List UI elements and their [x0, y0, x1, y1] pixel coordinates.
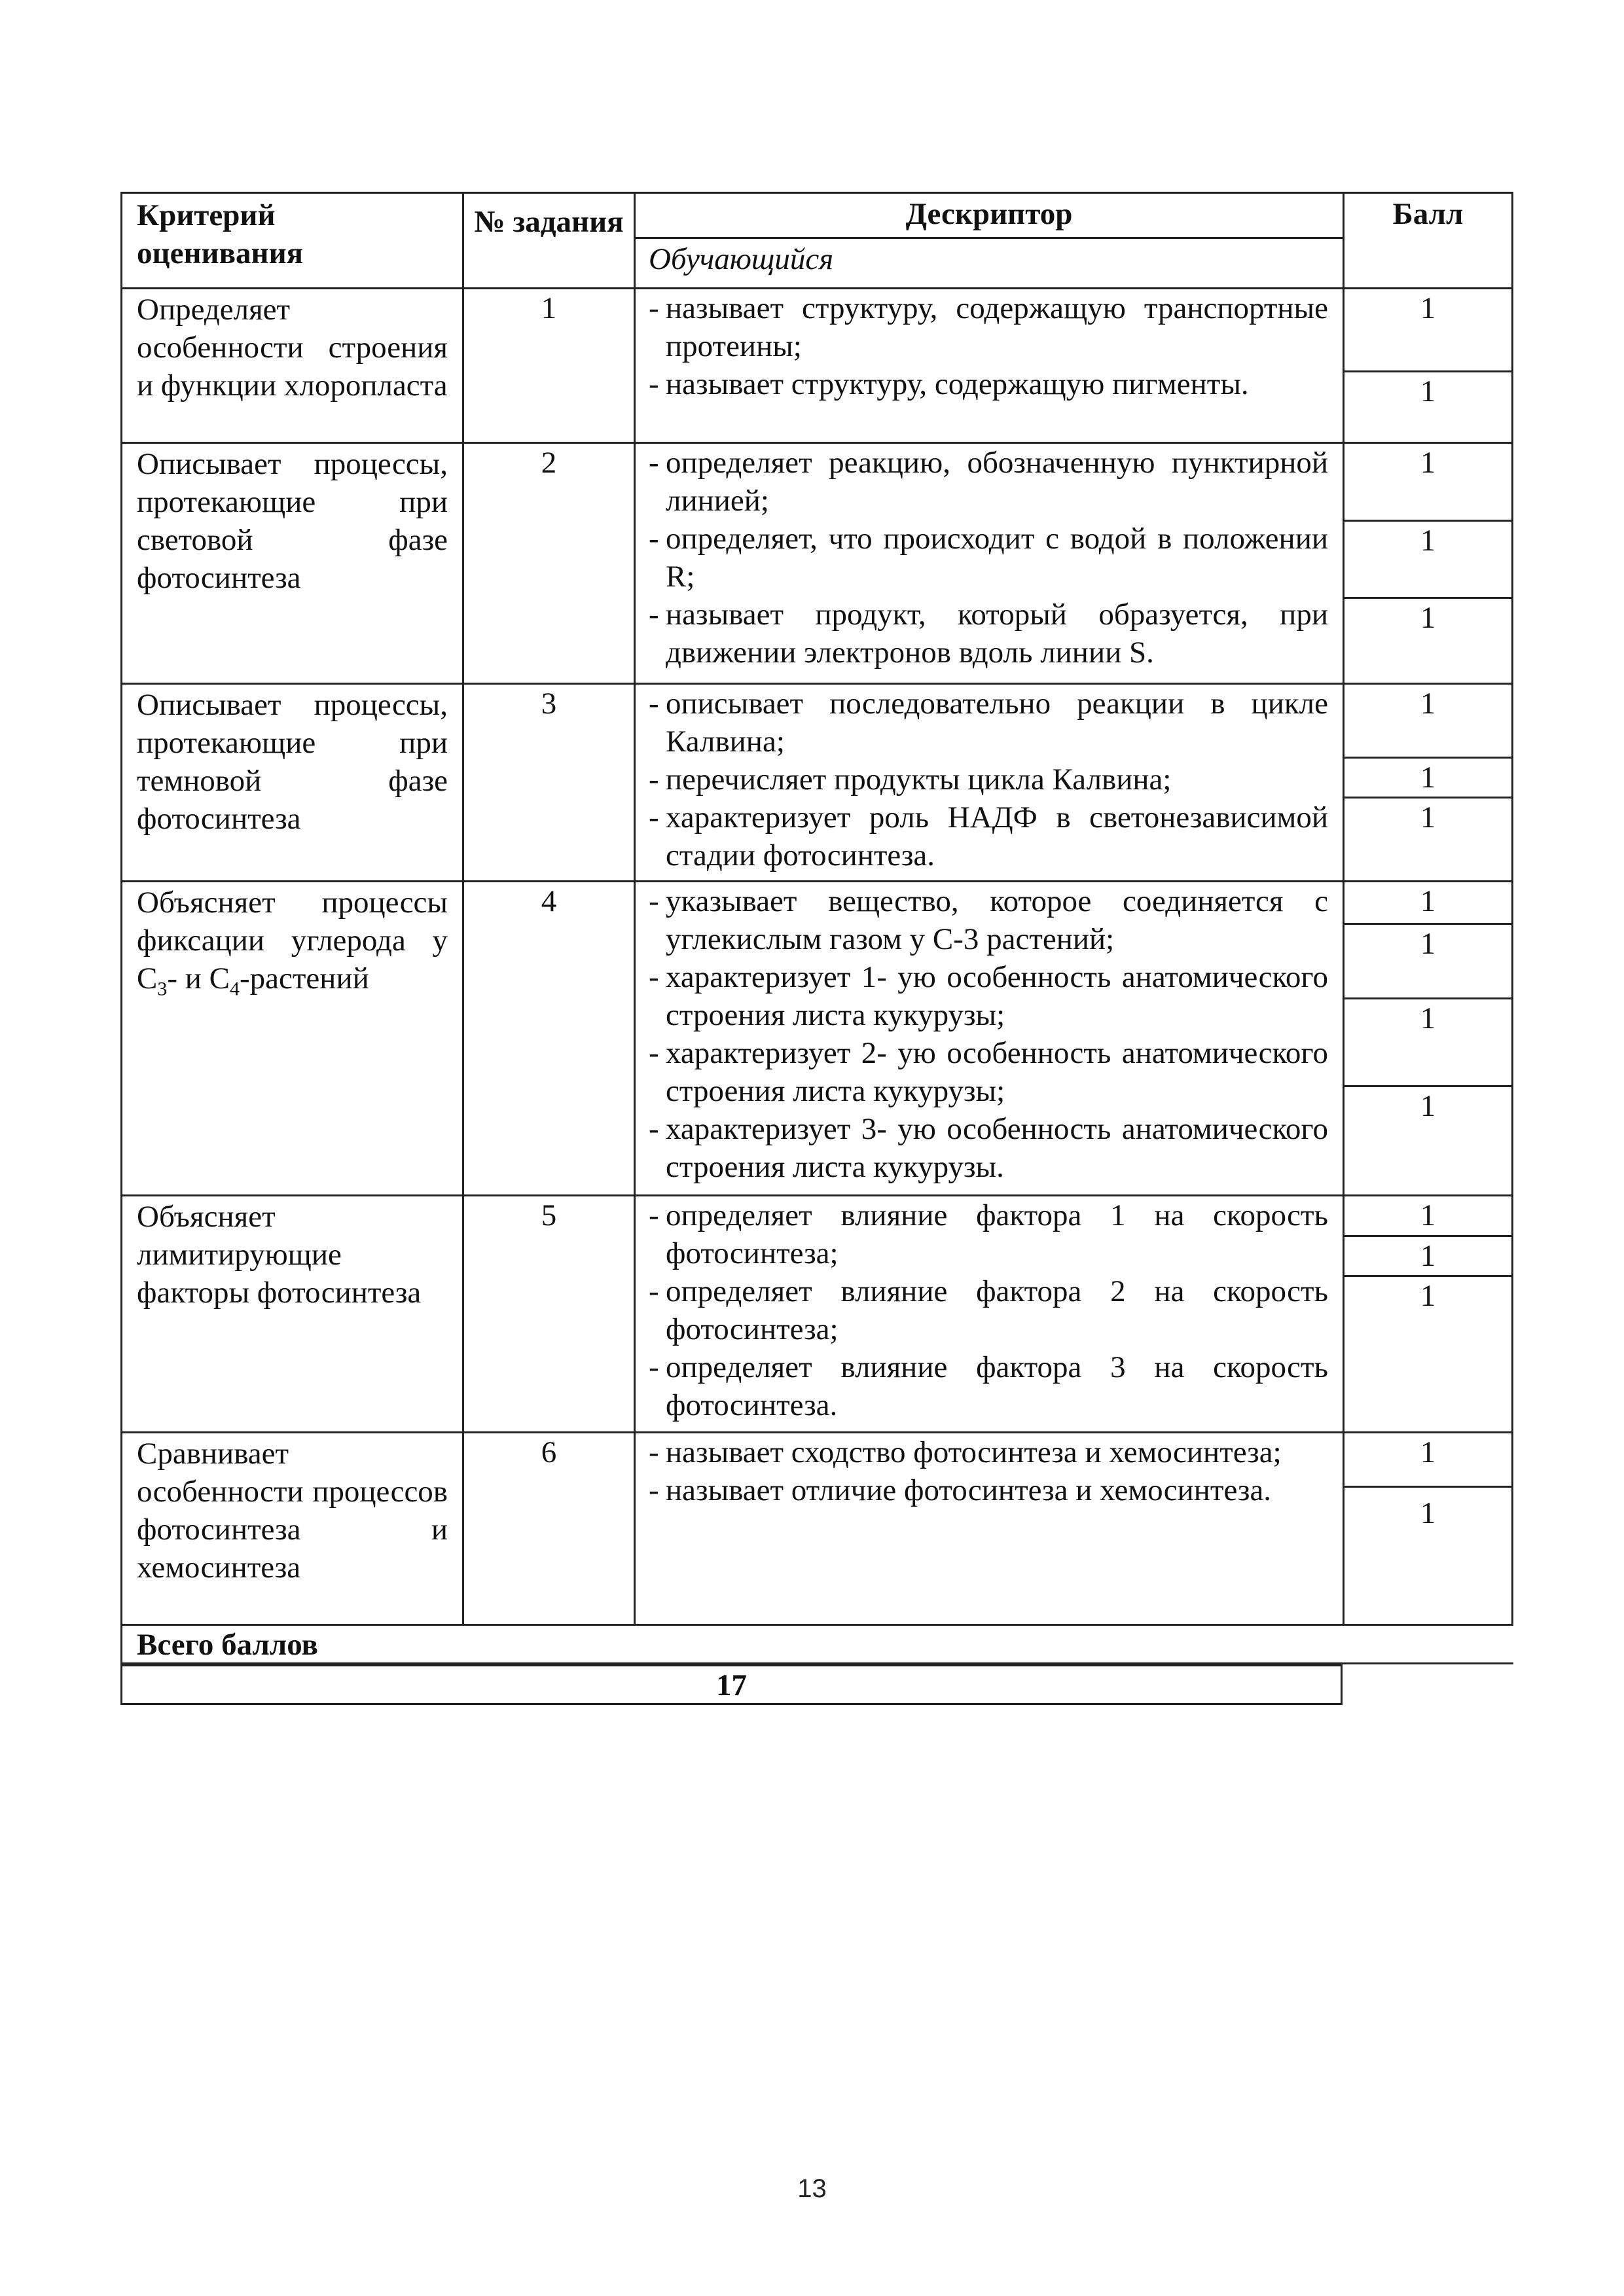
descriptor-item: - называет отличие фотосинтеза и хемосинтеза.: [649, 1471, 1328, 1509]
score-value: 1: [1344, 999, 1511, 1087]
header-score: Балл: [1343, 192, 1513, 287]
descriptor-item: - определяет, что происходит с водой в положении R;: [649, 520, 1328, 596]
descriptor-cell: [634, 287, 1343, 442]
criterion-cell: Определяет особенности строения и функции хлоропласта: [120, 287, 462, 442]
total-value: 17: [120, 1664, 1343, 1705]
task-number-cell: 2: [462, 442, 634, 683]
header-learner: Обучающийся: [649, 242, 834, 276]
header-descriptor-cell: [634, 192, 1343, 287]
header-descriptor: Дескриптор: [636, 194, 1343, 239]
subscript-3: 3: [157, 978, 168, 1000]
task-number-cell: 4: [462, 880, 634, 1194]
score-value: 1: [1344, 1433, 1511, 1488]
descriptor-item: - называет сходство фотосинтеза и хемосинтеза;: [649, 1433, 1328, 1471]
score-value: 1: [1344, 882, 1511, 925]
score-value: 1: [1344, 522, 1511, 599]
descriptor-cell: [634, 880, 1343, 1194]
table-row: [120, 683, 1513, 880]
table-row: [120, 1431, 1513, 1624]
descriptor-cell: [634, 683, 1343, 880]
descriptor-item: - характеризует 3- ую особенность анатомического строения листа кукурузы.: [649, 1110, 1328, 1186]
table-row: [120, 287, 1513, 442]
descriptor-item: - характеризует 1- ую особенность анатомического строения листа кукурузы;: [649, 958, 1328, 1034]
total-label: Всего баллов: [120, 1624, 1513, 1664]
score-value: 1: [1344, 925, 1511, 999]
score-cell: [1343, 880, 1513, 1194]
criterion-cell: [120, 880, 462, 1194]
criterion-text: Объясняет процессы фиксации углерода у С: [137, 886, 448, 996]
header-criterion: Критерий оценивания: [120, 192, 462, 287]
score-cell: [1343, 1194, 1513, 1431]
descriptor-item: - определяет реакцию, обозначенную пунктирной линией;: [649, 444, 1328, 520]
total-row: [120, 1624, 1513, 1705]
criterion-cell: Описывает процессы, протекающие при световой фазе фотосинтеза: [120, 442, 462, 683]
descriptor-cell: [634, 442, 1343, 683]
descriptor-item: - характеризует роль НАДФ в светонезависимой стадии фотосинтеза.: [649, 798, 1328, 874]
descriptor-item: - называет структуру, содержащую транспортные протеины;: [649, 289, 1328, 365]
assessment-criteria-table: [120, 192, 1513, 1705]
score-cell: [1343, 442, 1513, 683]
score-value: 1: [1344, 685, 1511, 759]
score-value: 1: [1344, 1196, 1511, 1237]
descriptor-item: - характеризует 2- ую особенность анатомического строения листа кукурузы;: [649, 1034, 1328, 1110]
score-value: 1: [1420, 1089, 1436, 1123]
task-number-cell: 5: [462, 1194, 634, 1431]
table-row: [120, 880, 1513, 1194]
descriptor-item: - описывает последовательно реакции в цикле Калвина;: [649, 685, 1328, 761]
score-cell: [1343, 683, 1513, 880]
criterion-text: - и С: [167, 961, 230, 996]
descriptor-item: - называет продукт, который образуется, при движении электронов вдоль линии S.: [649, 596, 1328, 672]
criterion-text: -растений: [240, 961, 369, 996]
descriptor-cell: [634, 1194, 1343, 1431]
task-number-cell: 1: [462, 287, 634, 442]
page-number: 13: [797, 2174, 827, 2203]
descriptor-item: - определяет влияние фактора 1 на скорость фотосинтеза;: [649, 1196, 1328, 1272]
criterion-cell: Сравнивает особенности процессов фотосинтеза и хемосинтеза: [120, 1431, 462, 1624]
descriptor-cell: [634, 1431, 1343, 1624]
descriptor-item: - определяет влияние фактора 3 на скорость фотосинтеза.: [649, 1348, 1328, 1424]
score-value: 1: [1344, 1237, 1511, 1277]
criterion-cell: Объясняет лимитирующие факторы фотосинтеза: [120, 1194, 462, 1431]
table-header-row: [120, 192, 1513, 287]
score-cell: [1343, 287, 1513, 442]
descriptor-item: - перечисляет продукты цикла Калвина;: [649, 761, 1328, 798]
score-value: 1: [1420, 601, 1436, 635]
subscript-4: 4: [230, 978, 240, 1000]
descriptor-item: - определяет влияние фактора 2 на скорость фотосинтеза;: [649, 1272, 1328, 1348]
table-row: [120, 1194, 1513, 1431]
task-number-cell: 3: [462, 683, 634, 880]
descriptor-item: - указывает вещество, которое соединяется с углекислым газом у С-3 растений;: [649, 882, 1328, 958]
descriptor-item: - называет структуру, содержащую пигменты.: [649, 365, 1328, 403]
criterion-cell: Описывает процессы, протекающие при темновой фазе фотосинтеза: [120, 683, 462, 880]
score-value: 1: [1344, 289, 1511, 372]
score-cell: [1343, 1431, 1513, 1624]
score-value: 1: [1344, 444, 1511, 522]
score-value: 1: [1344, 759, 1511, 798]
table-row: [120, 442, 1513, 683]
score-value: 1: [1420, 800, 1436, 834]
score-value: 1: [1420, 374, 1436, 408]
score-value: 1: [1420, 1496, 1436, 1530]
task-number-cell: 6: [462, 1431, 634, 1624]
score-value: 1: [1420, 1279, 1436, 1313]
header-task-number: № задания: [462, 192, 634, 287]
